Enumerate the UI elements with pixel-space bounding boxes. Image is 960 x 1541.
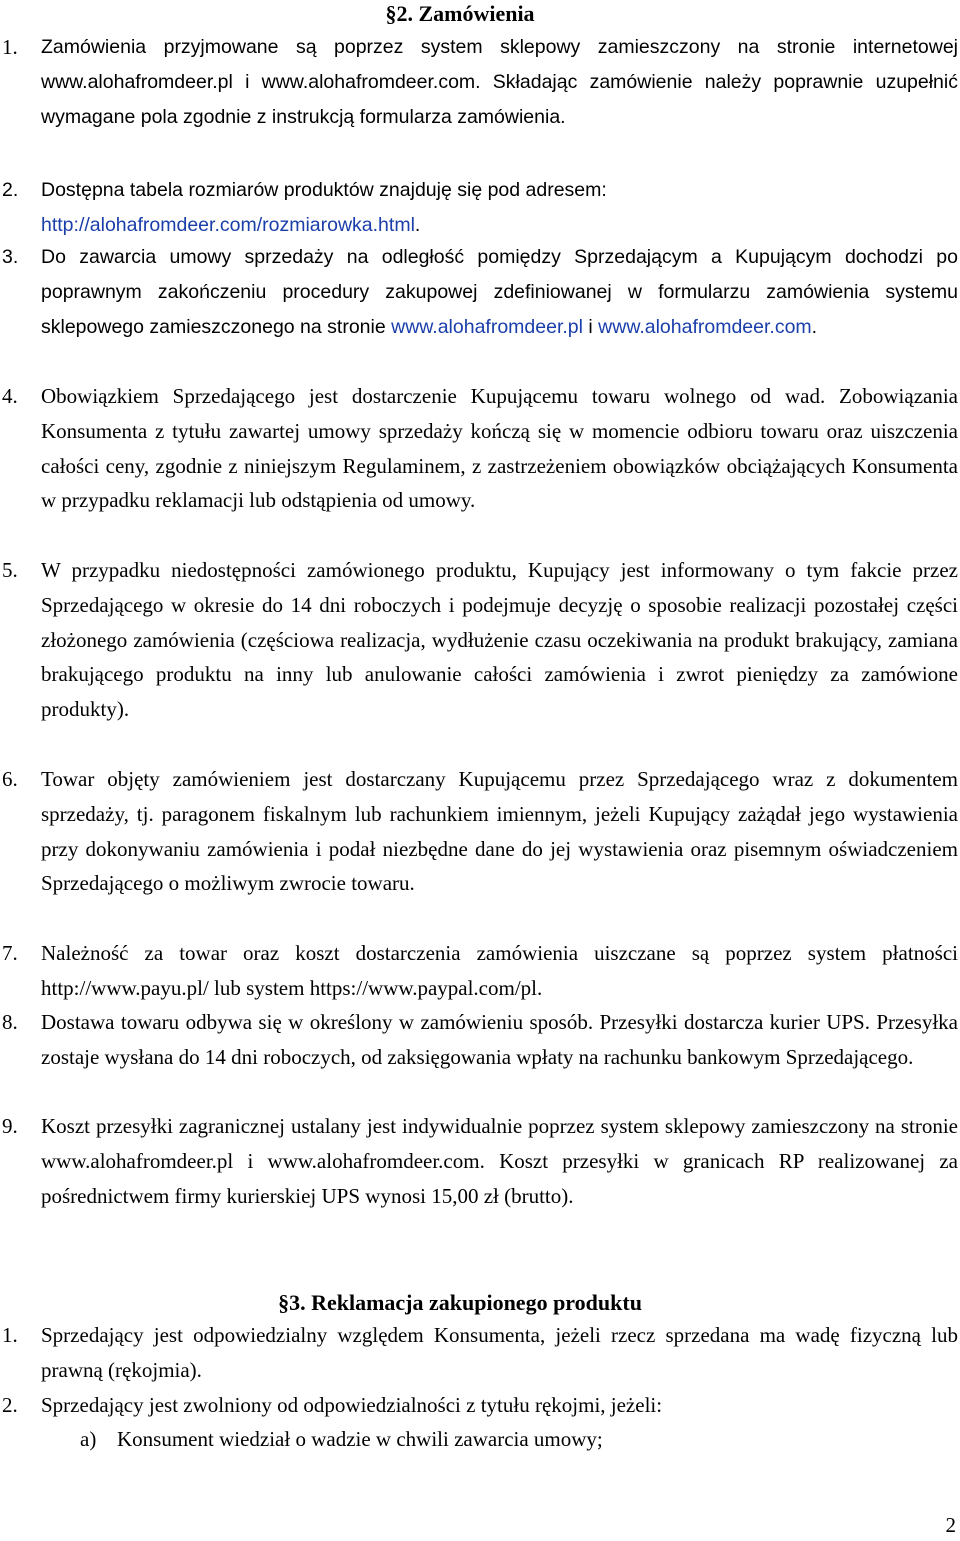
- item-text: Sprzedający jest zwolniony od odpowiedzialności z tytułu rękojmi, jeżeli:: [41, 1393, 663, 1417]
- item-text: Koszt przesyłki zagranicznej ustalany jest indywidualnie poprzez system sklepowy zamieszczony na stronie www.alohafromdeer.pl i www.alohafromdeer.com. Koszt przesyłki w granicach RP realizowanej za pośrednictwem firmy kurierskiej UPS wynosi 15,00 zł (brutto).: [41, 1114, 958, 1208]
- item-number: 6.: [2, 767, 18, 791]
- page-number: 2: [945, 1513, 956, 1537]
- size-chart-link[interactable]: http://alohafromdeer.com/rozmiarowka.html: [41, 213, 415, 236]
- item-number: 9.: [2, 1114, 18, 1138]
- section-2-item-7: [0, 936, 958, 1006]
- item-text: Zamówienia przyjmowane są poprzez system sklepowy zamieszczony na stronie internetowej www.alohafromdeer.pl i www.alohafromdeer.com. Składając zamówienie należy poprawnie uzupełnić wymagane pola zgodnie z instrukcją formularza zamówienia.: [41, 36, 958, 128]
- section-2-item-4: [0, 379, 958, 518]
- item-number: 4.: [2, 384, 18, 408]
- item-text: [41, 240, 958, 344]
- item-text-part: Do zawarcia umowy sprzedaży na odległość pomiędzy Sprzedającym a Kupującym dochodzi po poprawnym zakończeniu procedury zakupowej zdefiniowanej w formularzu zamówienia systemu sklepowego zamieszczonego na stronie: [41, 246, 958, 338]
- section-2-item-8: [0, 1005, 958, 1075]
- item-text-part: Dostępna tabela rozmiarów produktów znajduję się pod adresem:: [41, 179, 607, 201]
- item-number: 7.: [2, 941, 18, 965]
- item-text: [41, 173, 958, 243]
- section-2-item-3: [0, 240, 958, 344]
- item-text: Towar objęty zamówieniem jest dostarczany Kupującemu przez Sprzedającego wraz z dokumentem sprzedaży, tj. paragonem fiskalnym lub rachunkiem imiennym, jeżeli Kupujący zażądał jego wystawienia przy dokonywaniu zamówienia i podał niezbędne dane do jej wystawienia oraz pisemnym oświadczeniem Sprzedającego o możliwym zwrocie towaru.: [41, 767, 958, 896]
- section-2-item-6: [0, 762, 958, 901]
- item-number: 1.: [2, 1323, 18, 1347]
- item-number: 3.: [2, 246, 19, 268]
- section-2-item-1: [0, 30, 958, 134]
- shop-link-pl[interactable]: www.alohafromdeer.pl: [391, 315, 583, 338]
- item-text-part: .: [811, 315, 818, 338]
- shop-link-com[interactable]: www.alohafromdeer.com: [598, 315, 812, 338]
- section-2-item-9: [0, 1109, 958, 1213]
- section-3-item-1: [0, 1318, 958, 1388]
- section-2-item-5: [0, 553, 958, 727]
- item-text-part: i: [582, 315, 599, 338]
- item-text-part: .: [414, 213, 421, 236]
- item-number: 2.: [2, 1393, 18, 1417]
- item-text: Sprzedający jest odpowiedzialny względem Konsumenta, jeżeli rzecz sprzedana ma wadę fizyczną lub prawną (rękojmia).: [41, 1323, 958, 1382]
- item-text: Dostawa towaru odbywa się w określony w zamówieniu sposób. Przesyłki dostarcza kurier UPS. Przesyłka zostaje wysłana do 14 dni roboczych, od zaksięgowania wpłaty na rachunku bankowym Sprzedającego.: [41, 1010, 958, 1069]
- item-number: 2.: [2, 179, 19, 201]
- section-2-heading: §2. Zamówienia: [385, 1, 535, 26]
- item-number: 8.: [2, 1010, 18, 1034]
- section-3-item-2: [0, 1388, 958, 1423]
- section-3-heading: §3. Reklamacja zakupionego produktu: [278, 1290, 642, 1315]
- item-text: W przypadku niedostępności zamówionego produktu, Kupujący jest informowany o tym fakcie przez Sprzedającego w okresie do 14 dni roboczych i podejmuje decyzję o sposobie realizacji pozostałej części złożonego zamówienia (częściowa realizacja, wydłużenie czasu oczekiwania na produkt brakujący, zamiana brakującego produktu na inny lub anulowanie całości zamówienia i zwrot pieniędzy za zamówione produkty).: [41, 558, 958, 722]
- item-text: Obowiązkiem Sprzedającego jest dostarczenie Kupującemu towaru wolnego od wad. Zobowiązania Konsumenta z tytułu zawartej umowy sprzedaży kończą się w momencie odbioru towaru oraz uiszczenia całości ceny, zgodnie z niniejszym Regulaminem, z zastrzeżeniem obowiązków obciążających Konsumenta w przypadku reklamacji lub odstąpienia od umowy.: [41, 384, 958, 513]
- item-text: Należność za towar oraz koszt dostarczenia zamówienia uiszczane są poprzez system płatności http://www.payu.pl/ lub system https://www.paypal.com/pl.: [41, 941, 958, 1000]
- subitem-text: Konsument wiedział o wadzie w chwili zawarcia umowy;: [117, 1427, 603, 1451]
- section-2-item-2: [0, 173, 958, 243]
- subitem-letter: a): [80, 1427, 97, 1451]
- item-number: 1.: [2, 35, 18, 59]
- item-number: 5.: [2, 558, 18, 582]
- section-3-subitem-a: [0, 1422, 958, 1457]
